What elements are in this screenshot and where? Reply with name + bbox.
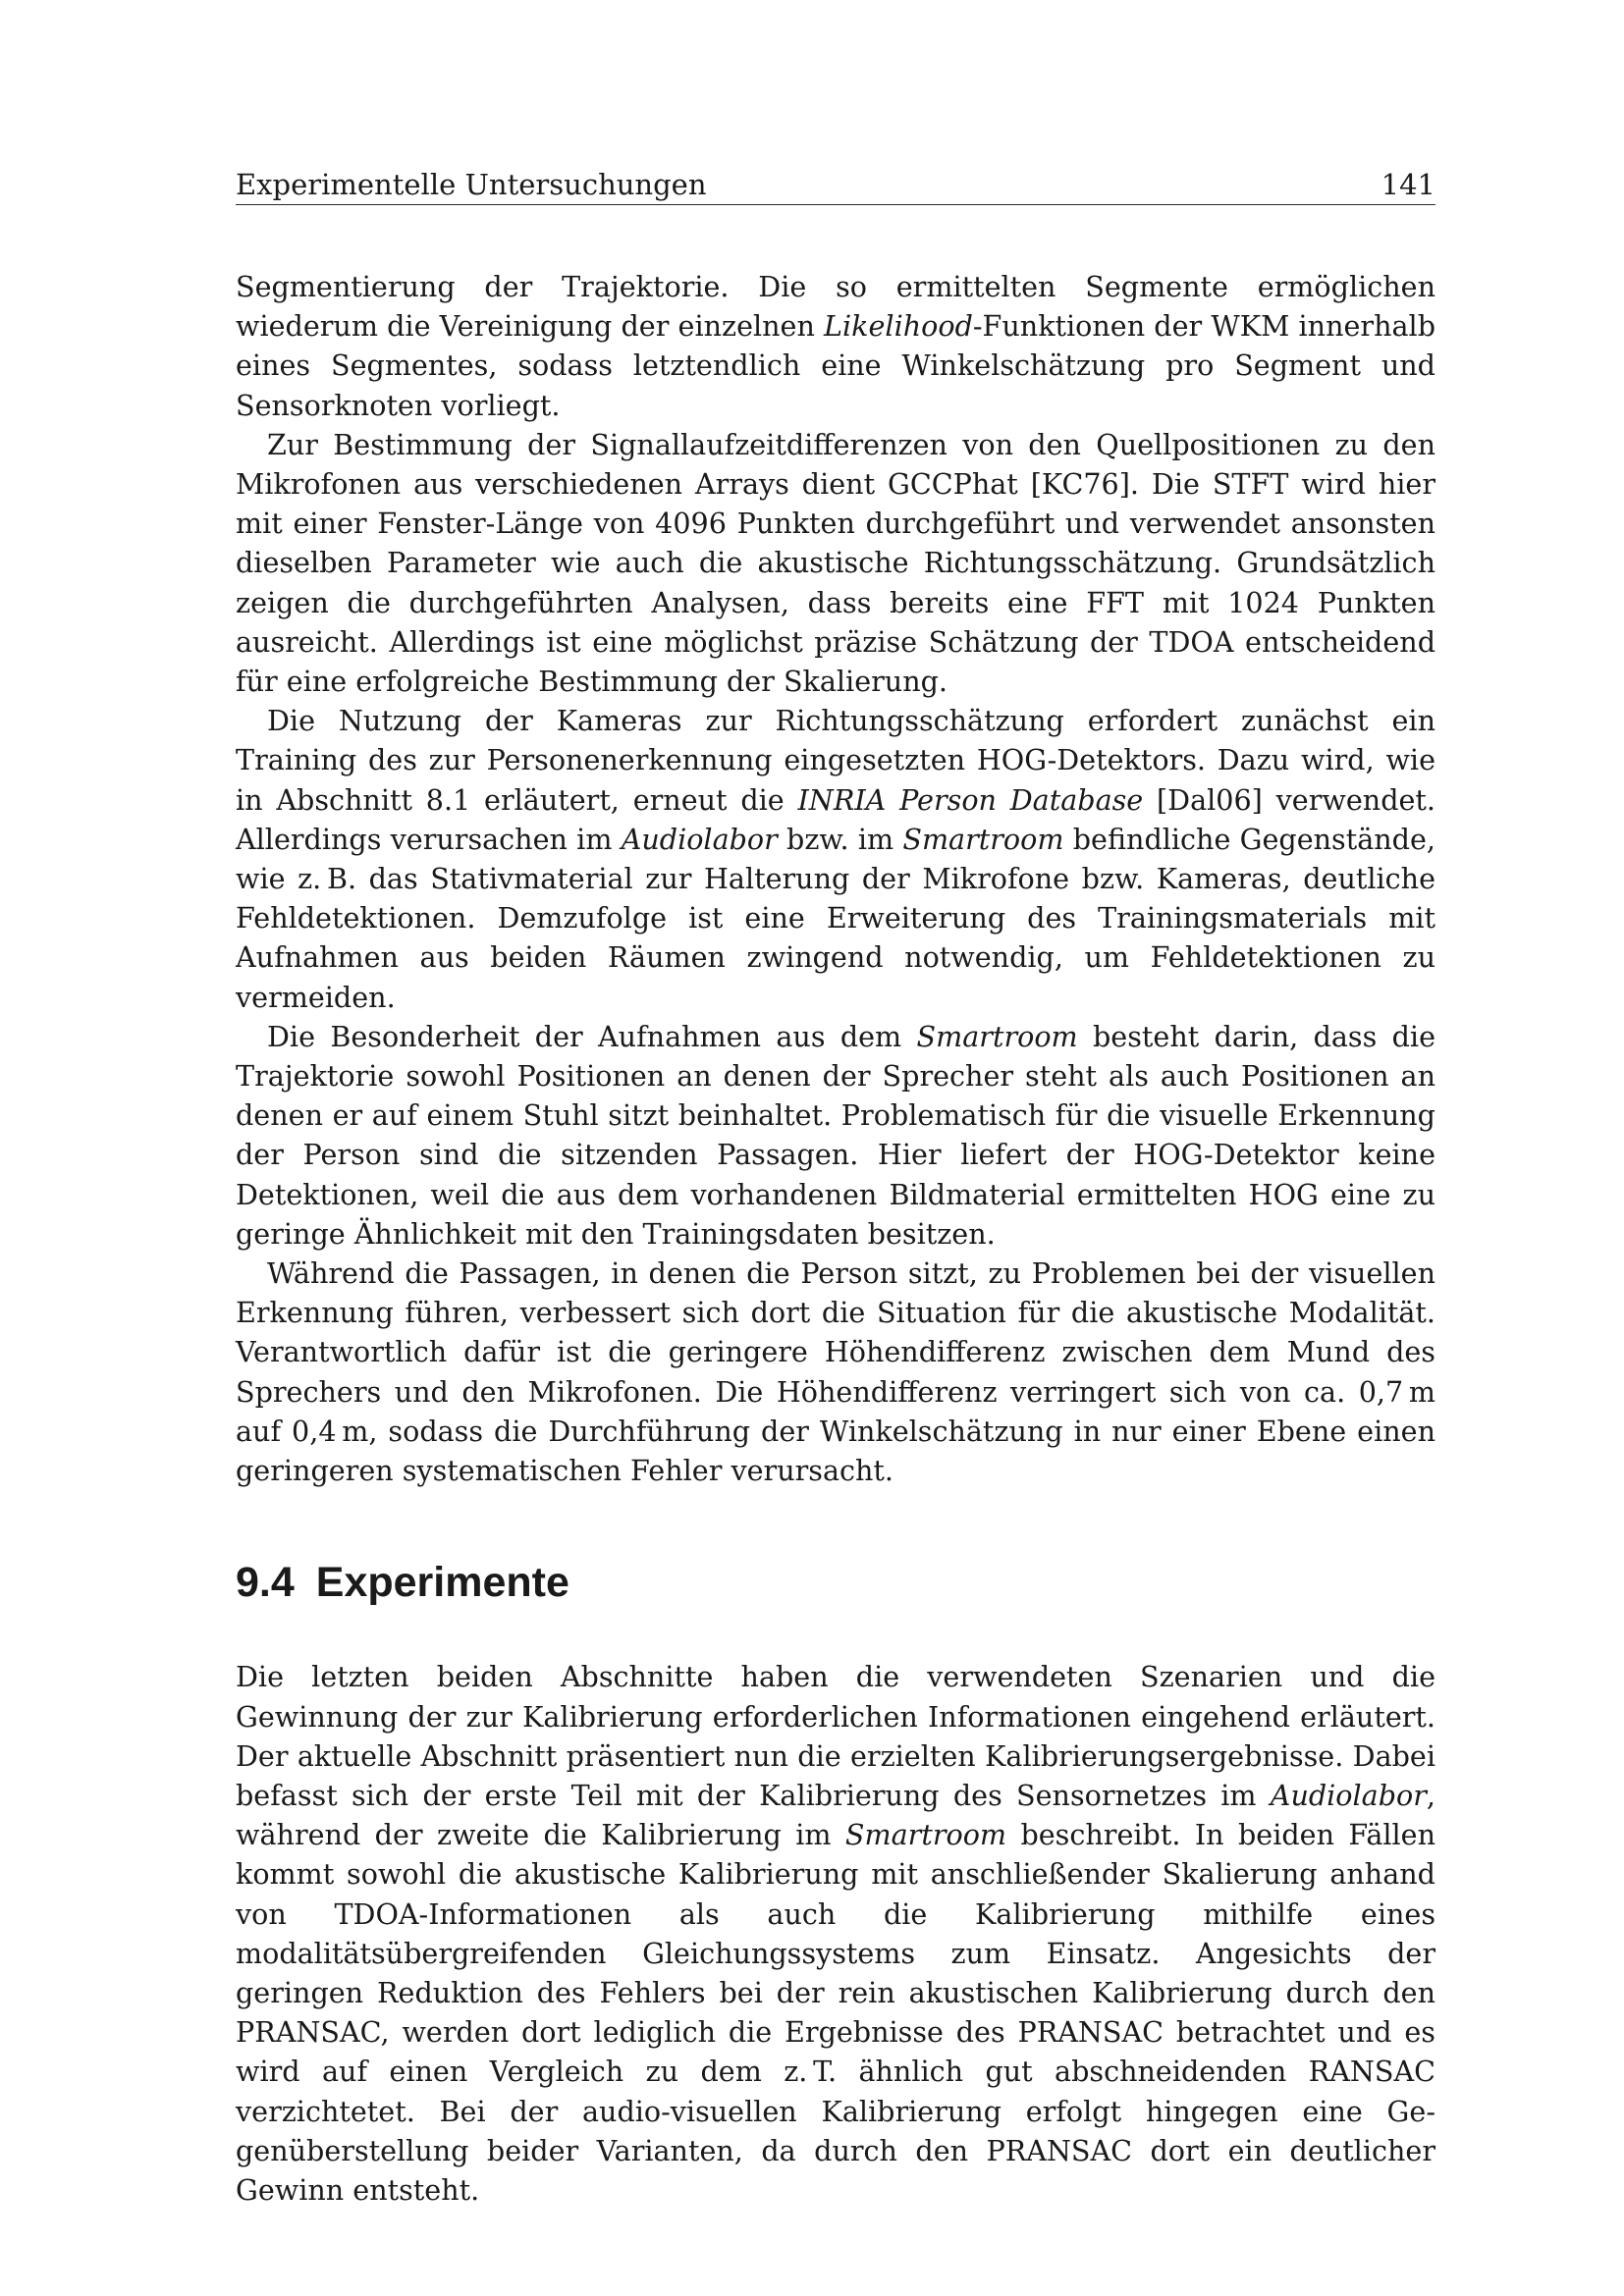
italic-text: Likelihood	[824, 309, 973, 344]
text-run: Die letzten beiden Abschnitte haben die verwendeten Szenarien und die Gewinnung der zur Kalibrierung erforderlichen Informationen eingehend erläutert. Der aktuelle Abschnitt präsentiert nun die erzielten Kalibrierungsergebnisse. Dabei befasst sich der erste Teil mit der Kalibrierung des Sensornetzes im	[236, 1660, 1435, 1812]
paragraph	[236, 425, 1435, 701]
text-run: Zur Bestimmung der Signallaufzeitdifferenzen von den Quellpositionen zu den Mikrofonen aus verschiedenen Arrays dient GCCPhat [KC76]. Die STFT wird hier mit einer Fenster-Länge von 4096 Punkten durchgeführt und verwendet ansonsten dieselben Parameter wie auch die akustische Richtungsschätzung. Grundsätzlich zeigen die durchgeführten Analysen, dass bereits eine FFT mit 1024 Punkten ausreicht. Allerdings ist eine möglichst präzise Schätzung der TDOA entscheidend für eine erfolgreiche Bestimmung der Skalierung.	[236, 427, 1435, 699]
text-run: besteht darin, dass die Trajektorie sowohl Positionen an denen der Sprecher steht als auch Positionen an denen er auf einem Stuhl sitzt beinhaltet. Problematisch für die visuelle Erkennung der Person sind die sitzenden Passagen. Hier liefert der HOG-Detektor keine Detektionen, weil die aus dem vorhandenen Bildmaterial ermittelten HOG eine zu geringe Ähnlichkeit mit den Trainingsdaten besitzen.	[236, 1019, 1435, 1251]
section-number: 9.4	[236, 1559, 295, 1607]
paragraph	[236, 1254, 1435, 1490]
italic-text: Smartroom	[916, 1019, 1078, 1053]
running-header	[236, 165, 1435, 205]
italic-text: Smartroom	[844, 1818, 1007, 1852]
text-run: , während der zweite die Kalibrierung im	[236, 1778, 1435, 1852]
body-text	[236, 267, 1435, 2210]
text-run: Die Besonderheit der Aufnahmen aus dem	[267, 1019, 917, 1053]
text-run: [Dal06] verwendet. Allerdings verursachen im	[236, 782, 1435, 856]
italic-text: Audiolabor	[621, 822, 778, 856]
paragraph	[236, 1017, 1435, 1254]
text-run: bzw. im	[777, 822, 903, 856]
italic-text: INRIA Person Database	[797, 782, 1144, 817]
paragraph	[236, 1657, 1435, 2210]
paragraph	[236, 701, 1435, 1017]
section-heading	[236, 1555, 1435, 1610]
text-run: Die Nutzung der Kameras zur Richtungsschätzung erfordert zunächst ein Training des zur Personenerkennung eingesetzten HOG-Detektors. Dazu wird, wie in Abschnitt 8.1 erläutert, erneut die	[236, 704, 1435, 817]
text-run: Segmentierung der Trajektorie. Die so ermittelten Segmente ermöglichen wiederum die Vereinigung der einzelnen	[236, 270, 1435, 344]
paragraphs-after-section	[236, 1657, 1435, 2210]
text-run: befindliche Gegenstände, wie z. B. das Stativmaterial zur Halterung der Mikrofone bzw. Kameras, deutliche Fehldetektionen. Demzufolge ist eine Erweiterung des Trainingsmaterials mit Aufnahmen aus beiden Räumen zwingend notwendig, um Fehldetektionen zu vermeiden.	[236, 822, 1435, 1014]
text-run: beschreibt. In beiden Fällen kommt sowohl die akustische Kalibrierung mit anschließender Skalierung anhand von TDOA-Informationen als auch die Kalibrierung mithilfe eines modalitätsübergreifenden Gleichungssystems zum Einsatz. Angesichts der geringen Reduktion des Fehlers bei der rein akustischen Kalibrierung durch den PRANSAC, werden dort lediglich die Ergebnisse des PRANSAC betrachtet und es wird auf einen Vergleich zu dem z. T. ähnlich gut abschneidenden RANSAC verzichtetet. Bei der audio-visuellen Kalibrierung erfolgt hingegen eine Gegenüberstellung beider Varianten, da durch den PRANSAC dort ein deutlicher Gewinn entsteht.	[236, 1818, 1435, 2207]
page-number: 141	[1380, 168, 1435, 201]
paragraphs-before-section	[236, 267, 1435, 1490]
text-run: Während die Passagen, in denen die Person sitzt, zu Problemen bei der visuellen Erkennung führen, verbessert sich dort die Situation für die akustische Modalität. Verantwortlich dafür ist die geringere Höhendifferenz zwischen dem Mund des Sprechers und den Mikrofonen. Die Höhendifferenz verringert sich von ca. 0,7 m auf 0,4 m, sodass die Durchführung der Winkelschätzung in nur einer Ebene einen geringeren systematischen Fehler verursacht.	[236, 1256, 1435, 1488]
italic-text: Audiolabor	[1270, 1778, 1427, 1812]
text-run: -Funktionen der WKM innerhalb eines Segmentes, sodass letztendlich eine Winkelschätzung pro Segment und Sensorknoten vorliegt.	[236, 309, 1435, 422]
header-title: Experimentelle Untersuchungen	[236, 168, 707, 201]
paragraph	[236, 267, 1435, 425]
italic-text: Smartroom	[902, 822, 1064, 856]
section-title: Experimente	[315, 1559, 569, 1607]
